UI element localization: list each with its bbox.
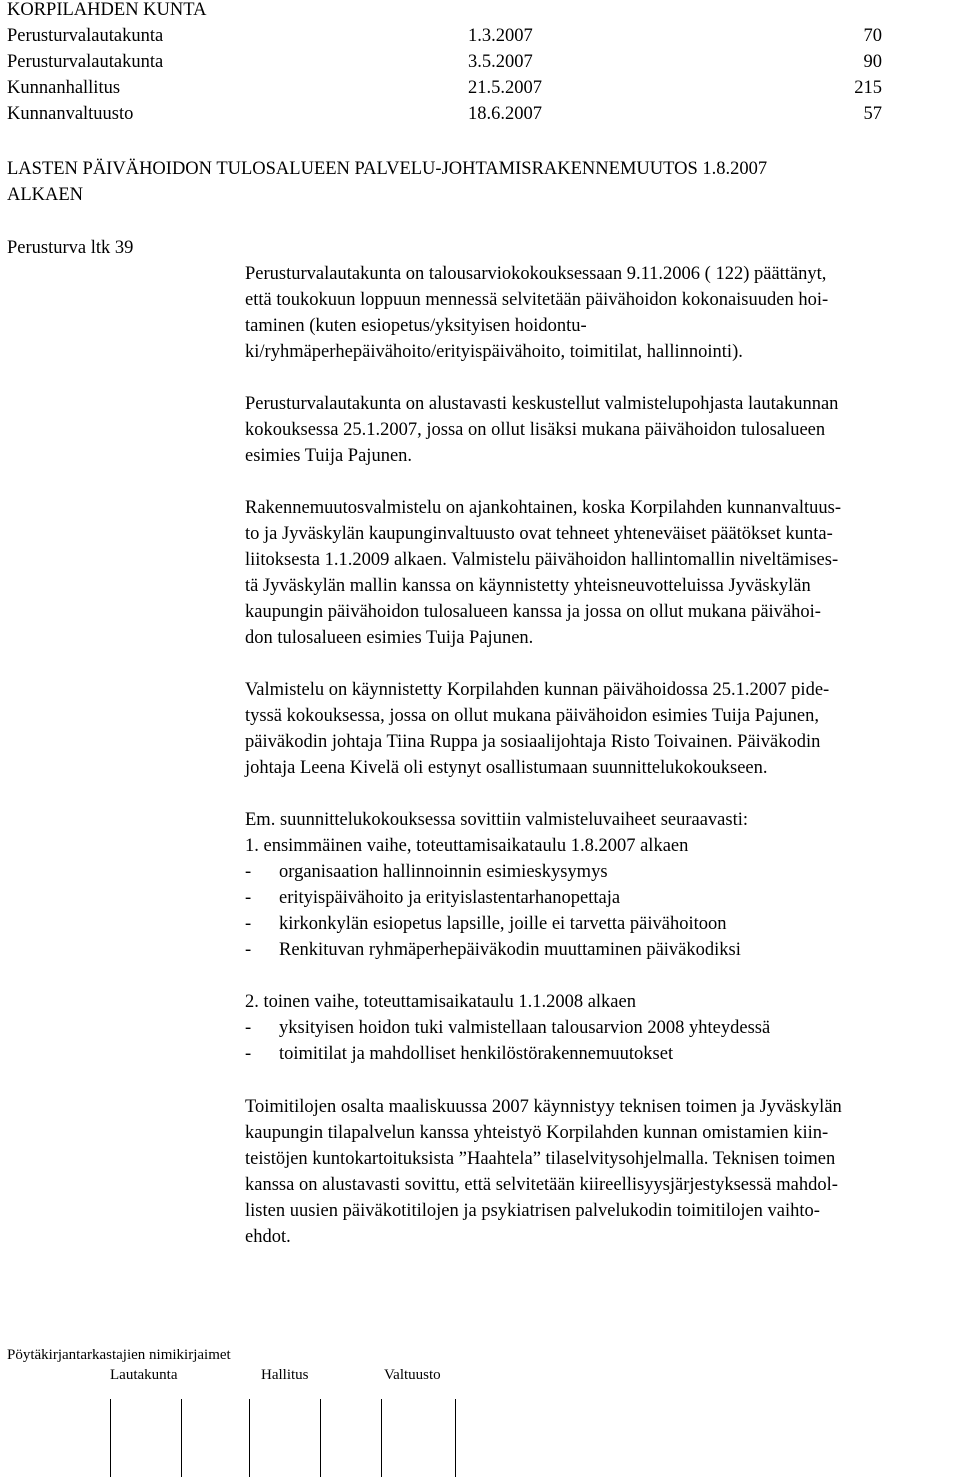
list-item-text: erityispäivähoito ja erityislastentarhanopettaja xyxy=(279,888,621,908)
list-item-text: toimitilat ja mahdolliset henkilöstörakennemuutokset xyxy=(279,1044,674,1064)
signature-divider xyxy=(249,1399,250,1477)
paragraph-line: tä Jyväskylän mallin kanssa on käynnistetty yhteisneuvotteluissa Jyväskylän xyxy=(245,576,811,596)
section-label: Perusturva ltk 39 xyxy=(7,238,134,258)
paragraph-line: kokouksessa 25.1.2007, jossa on ollut lisäksi mukana päivähoidon tulosalueen xyxy=(245,420,826,440)
reference-number: 57 xyxy=(863,104,882,124)
paragraph-line: listen uusien päiväkotitilojen ja psykiatrisen palvelukodin toimitilojen vaihto- xyxy=(245,1201,820,1221)
signature-divider xyxy=(320,1399,321,1477)
footer-column-hallitus: Hallitus xyxy=(261,1367,309,1383)
reference-date: 1.3.2007 xyxy=(468,26,533,46)
paragraph-line: Toimitilojen osalta maaliskuussa 2007 käynnistyy teknisen toimen ja Jyväskylän xyxy=(245,1097,842,1117)
paragraph-line: että toukokuun loppuun mennessä selvitetään päivähoidon kokonaisuuden hoi- xyxy=(245,290,829,310)
reference-number: 90 xyxy=(863,52,882,72)
reference-number: 215 xyxy=(854,78,882,98)
paragraph-line: teistöjen kuntokartoituksista ”Haahtela” tilaselvitysohjelmalla. Teknisen toimen xyxy=(245,1149,836,1169)
document-title: LASTEN PÄIVÄHOIDON TULOSALUEEN PALVELU-JOHTAMISRAKENNEMUUTOS 1.8.2007 xyxy=(7,159,768,179)
paragraph-line: tyssä kokouksessa, jossa on ollut mukana päivähoidon esimies Tuija Pajunen, xyxy=(245,706,819,726)
phase2-title: 2. toinen vaihe, toteuttamisaikataulu 1.1.2008 alkaen xyxy=(245,992,636,1012)
footer-label: Pöytäkirjantarkastajien nimikirjaimet xyxy=(7,1347,231,1363)
phase1-title: 1. ensimmäinen vaihe, toteuttamisaikataulu 1.8.2007 alkaen xyxy=(245,836,689,856)
paragraph-line: don tulosalueen esimies Tuija Pajunen. xyxy=(245,628,534,648)
paragraph-line: ehdot. xyxy=(245,1227,291,1247)
list-item-text: Renkituvan ryhmäperhepäiväkodin muuttaminen päiväkodiksi xyxy=(279,940,741,960)
paragraph-line: esimies Tuija Pajunen. xyxy=(245,446,413,466)
paragraph-line: kaupungin tilapalvelun kanssa yhteistyö Korpilahden kunnan omistamien kiin- xyxy=(245,1123,829,1143)
phases-intro: Em. suunnittelukokouksessa sovittiin valmisteluvaiheet seuraavasti: xyxy=(245,810,749,830)
bullet-dash: - xyxy=(245,888,252,908)
document-title-cont: ALKAEN xyxy=(7,185,84,205)
signature-divider xyxy=(110,1399,111,1477)
signature-divider xyxy=(455,1399,456,1477)
reference-date: 18.6.2007 xyxy=(468,104,542,124)
paragraph-line: kanssa on alustavasti sovittu, että selvitetään kiireellisyysjärjestyksessä mahdol- xyxy=(245,1175,838,1195)
paragraph-line: taminen (kuten esiopetus/yksityisen hoidontu- xyxy=(245,316,587,336)
municipality-name: KORPILAHDEN KUNTA xyxy=(7,0,207,20)
paragraph-line: Perusturvalautakunta on talousarviokokouksessaan 9.11.2006 ( 122) päättänyt, xyxy=(245,264,827,284)
bullet-dash: - xyxy=(245,862,252,882)
paragraph-line: kaupungin päivähoidon tulosalueen kanssa ja jossa on ollut mukana päivähoi- xyxy=(245,602,821,622)
reference-body: Kunnanvaltuusto xyxy=(7,104,134,124)
paragraph-line: liitoksesta 1.1.2009 alkaen. Valmistelu päivähoidon hallintomallin niveltämises- xyxy=(245,550,839,570)
bullet-dash: - xyxy=(245,914,252,934)
footer-column-valtuusto: Valtuusto xyxy=(384,1367,441,1383)
reference-body: Kunnanhallitus xyxy=(7,78,121,98)
footer-column-lautakunta: Lautakunta xyxy=(110,1367,178,1383)
reference-date: 3.5.2007 xyxy=(468,52,533,72)
signature-divider xyxy=(381,1399,382,1477)
paragraph-line: päiväkodin johtaja Tiina Ruppa ja sosiaalijohtaja Risto Toivainen. Päiväkodin xyxy=(245,732,821,752)
reference-number: 70 xyxy=(863,26,882,46)
reference-body: Perusturvalautakunta xyxy=(7,26,164,46)
list-item-text: yksityisen hoidon tuki valmistellaan talousarvion 2008 yhteydessä xyxy=(279,1018,771,1038)
paragraph-line: Valmistelu on käynnistetty Korpilahden kunnan päivähoidossa 25.1.2007 pide- xyxy=(245,680,830,700)
paragraph-line: to ja Jyväskylän kaupunginvaltuusto ovat tehneet yhteneväiset päätökset kunta- xyxy=(245,524,833,544)
list-item-text: kirkonkylän esiopetus lapsille, joille ei tarvetta päivähoitoon xyxy=(279,914,727,934)
paragraph-line: Perusturvalautakunta on alustavasti keskustellut valmistelupohjasta lautakunnan xyxy=(245,394,839,414)
reference-date: 21.5.2007 xyxy=(468,78,542,98)
bullet-dash: - xyxy=(245,1044,252,1064)
signature-divider xyxy=(181,1399,182,1477)
paragraph-line: Rakennemuutosvalmistelu on ajankohtainen, koska Korpilahden kunnanvaltuus- xyxy=(245,498,841,518)
list-item-text: organisaation hallinnoinnin esimieskysymys xyxy=(279,862,608,882)
paragraph-line: johtaja Leena Kivelä oli estynyt osallistumaan suunnittelukokoukseen. xyxy=(245,758,768,778)
paragraph-line: ki/ryhmäperhepäivähoito/erityispäivähoito, toimitilat, hallinnointi). xyxy=(245,342,743,362)
bullet-dash: - xyxy=(245,940,252,960)
reference-body: Perusturvalautakunta xyxy=(7,52,164,72)
bullet-dash: - xyxy=(245,1018,252,1038)
